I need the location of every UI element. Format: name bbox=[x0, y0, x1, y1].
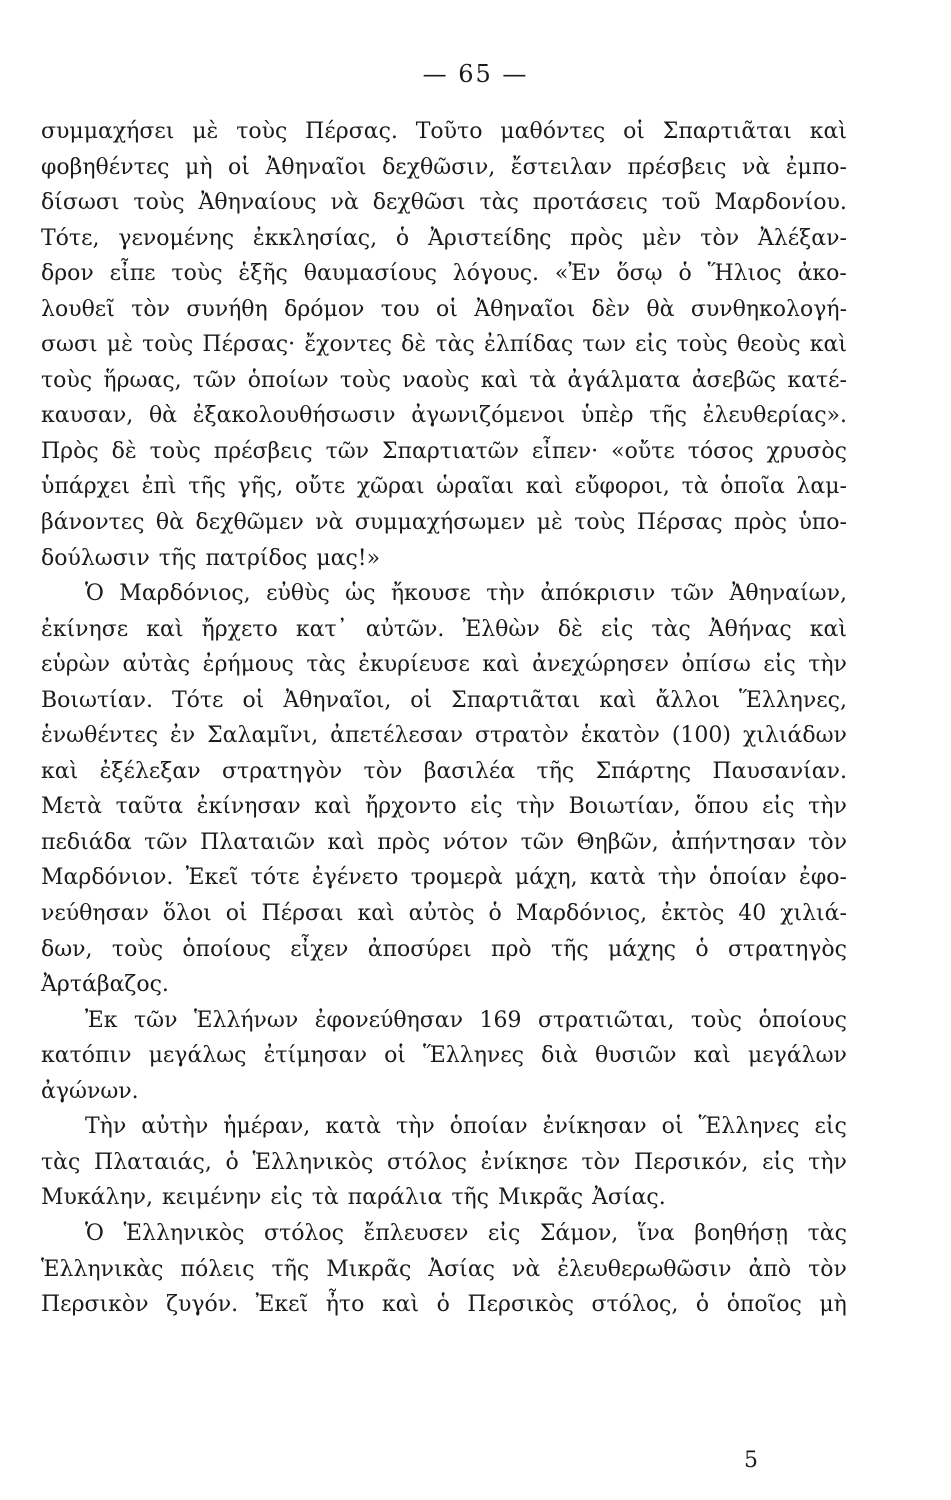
text-line: βάνοντες θὰ δεχθῶμεν νὰ συμμαχήσωμεν μὲ τοὺς Πέρσας πρὸς ὑπο- bbox=[41, 510, 847, 536]
text-line: δούλωσιν τῆς πατρίδος μας!» bbox=[41, 545, 381, 571]
text-line: τὰς Πλαταιάς, ὁ Ἑλληνικὸς στόλος ἐνίκησε τὸν Περσικόν, εἰς τὴν bbox=[41, 1149, 847, 1175]
text-line: Τότε, γενομένης ἐκκλησίας, ὁ Ἀριστείδης πρὸς μὲν τὸν Ἀλέξαν- bbox=[41, 225, 847, 251]
text-line: λουθεῖ τὸν συνήθη δρόμον του οἱ Ἀθηναῖοι δὲν θὰ συνθηκολογή- bbox=[41, 296, 847, 322]
text-line: Μαρδόνιον. Ἐκεῖ τότε ἐγένετο τρομερὰ μάχη, κατὰ τὴν ὁποίαν ἐφο- bbox=[41, 865, 847, 891]
text-line: δων, τοὺς ὁποίους εἶχεν ἀποσύρει πρὸ τῆς μάχης ὁ στρατηγὸς bbox=[41, 936, 847, 962]
text-line: Πρὸς δὲ τοὺς πρέσβεις τῶν Σπαρτιατῶν εἶπεν· «οὔτε τόσος χρυσὸς bbox=[41, 438, 847, 464]
text-line: Ἐκ τῶν Ἑλλήνων ἐφονεύθησαν 169 στρατιῶται, τοὺς ὁποίους bbox=[85, 1007, 847, 1033]
text-line: Ἑλληνικὰς πόλεις τῆς Μικρᾶς Ἀσίας νὰ ἐλευθερωθῶσιν ἀπὸ τὸν bbox=[41, 1256, 847, 1282]
text-line: Βοιωτίαν. Τότε οἱ Ἀθηναῖοι, οἱ Σπαρτιᾶται καὶ ἄλλοι Ἕλληνες, bbox=[41, 687, 847, 713]
text-line: πεδιάδα τῶν Πλαταιῶν καὶ πρὸς νότον τῶν Θηβῶν, ἀπήντησαν τὸν bbox=[41, 829, 847, 855]
text-line: ἑνωθέντες ἐν Σαλαμῖνι, ἀπετέλεσαν στρατὸν ἑκατὸν (100) χιλιάδων bbox=[41, 723, 847, 749]
text-line: τοὺς ἥρωας, τῶν ὁποίων τοὺς ναοὺς καὶ τὰ ἀγάλματα ἀσεβῶς κατέ- bbox=[41, 367, 847, 393]
text-line: Ὁ Μαρδόνιος, εὐθὺς ὡς ἤκουσε τὴν ἀπόκρισιν τῶν Ἀθηναίων, bbox=[85, 581, 847, 607]
text-line: Περσικὸν ζυγόν. Ἐκεῖ ἦτο καὶ ὁ Περσικὸς στόλος, ὁ ὁποῖος μὴ bbox=[41, 1292, 847, 1318]
page-number: — 65 — bbox=[422, 60, 529, 88]
text-line: ἀγώνων. bbox=[41, 1078, 139, 1104]
text-line: ἐκίνησε καὶ ἤρχετο κατ᾽ αὐτῶν. Ἐλθὼν δὲ εἰς τὰς Ἀθήνας καὶ bbox=[41, 616, 847, 642]
text-line: Τὴν αὐτὴν ἡμέραν, κατὰ τὴν ὁποίαν ἐνίκησαν οἱ Ἕλληνες εἰς bbox=[85, 1114, 847, 1140]
text-line: νεύθησαν ὅλοι οἱ Πέρσαι καὶ αὐτὸς ὁ Μαρδόνιος, ἐκτὸς 40 χιλιά- bbox=[41, 901, 847, 927]
text-line: Μυκάλην, κειμένην εἰς τὰ παράλια τῆς Μικρᾶς Ἀσίας. bbox=[41, 1185, 666, 1211]
text-line: Μετὰ ταῦτα ἐκίνησαν καὶ ἤρχοντο εἰς τὴν Βοιωτίαν, ὅπου εἰς τὴν bbox=[41, 794, 847, 820]
text-line: δρον εἶπε τοὺς ἑξῆς θαυμασίους λόγους. «Ἐν ὅσῳ ὁ Ἥλιος ἀκο- bbox=[41, 261, 847, 287]
text-line: ὑπάρχει ἐπὶ τῆς γῆς, οὔτε χῶραι ὡραῖαι καὶ εὔφοροι, τὰ ὁποῖα λαμ- bbox=[41, 474, 847, 500]
text-line: δίσωσι τοὺς Ἀθηναίους νὰ δεχθῶσι τὰς προτάσεις τοῦ Μαρδονίου. bbox=[41, 190, 847, 216]
text-line: Ὁ Ἑλληνικὸς στόλος ἔπλευσεν εἰς Σάμον, ἵνα βοηθήσῃ τὰς bbox=[85, 1220, 847, 1246]
text-line: σωσι μὲ τοὺς Πέρσας· ἔχοντες δὲ τὰς ἐλπίδας των εἰς τοὺς θεοὺς καὶ bbox=[41, 332, 847, 358]
text-line: Ἀρτάβαζος. bbox=[41, 972, 169, 998]
signature-mark: 5 bbox=[744, 1448, 758, 1473]
text-line: φοβηθέντες μὴ οἱ Ἀθηναῖοι δεχθῶσιν, ἔστειλαν πρέσβεις νὰ ἐμπο- bbox=[41, 154, 847, 180]
body-text bbox=[41, 114, 847, 1323]
text-line: καὶ ἐξέλεξαν στρατηγὸν τὸν βασιλέα τῆς Σπάρτης Παυσανίαν. bbox=[41, 758, 847, 784]
text-line: καυσαν, θὰ ἐξακολουθήσωσιν ἀγωνιζόμενοι ὑπὲρ τῆς ἐλευθερίας». bbox=[41, 403, 847, 429]
text-line: συμμαχήσει μὲ τοὺς Πέρσας. Τοῦτο μαθόντες οἱ Σπαρτιᾶται καὶ bbox=[41, 119, 847, 144]
text-line: κατόπιν μεγάλως ἐτίμησαν οἱ Ἕλληνες διὰ θυσιῶν καὶ μεγάλων bbox=[41, 1043, 847, 1069]
text-line: εὑρὼν αὐτὰς ἐρήμους τὰς ἐκυρίευσε καὶ ἀνεχώρησεν ὀπίσω εἰς τὴν bbox=[41, 652, 847, 678]
